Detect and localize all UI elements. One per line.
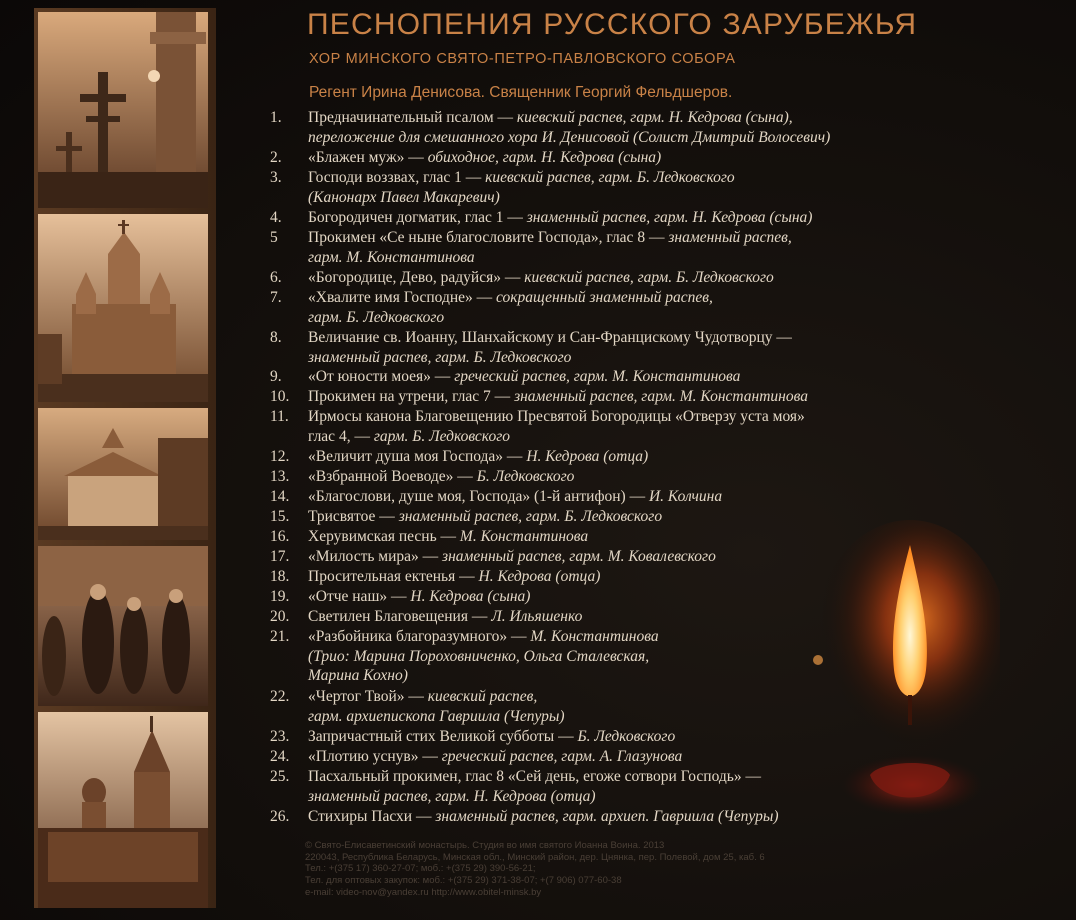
photo-church-domes: [38, 712, 208, 908]
track-line: [308, 367, 968, 387]
track-number: 15.: [270, 508, 290, 525]
track-arrangement: греческий распев, гарм. М. Константинова: [454, 368, 741, 385]
track-arrangement: киевский распев, гарм. Б. Ледковского: [485, 169, 735, 186]
track-title: глас 4, —: [308, 427, 374, 445]
track-item: [268, 288, 968, 327]
track-number: 9.: [270, 368, 282, 385]
track-title: Стихиры Пасхи —: [308, 808, 436, 825]
track-line: [308, 208, 968, 228]
track-arrangement: Марина Кохно): [308, 667, 408, 685]
track-number: 20.: [270, 608, 290, 625]
track-title: Господи воззвах, глас 1 —: [308, 169, 486, 186]
track-arrangement: (Трио: Марина Пороховниченко, Ольга Сталевская,: [308, 647, 650, 665]
track-arrangement: знаменный распев, гарм. Н. Кедрова (сына): [526, 209, 813, 226]
track-line: [308, 308, 968, 328]
track-number: 5: [270, 229, 278, 246]
track-item: [268, 268, 968, 288]
track-line: [308, 248, 968, 268]
track-line: [308, 148, 968, 168]
track-number: 12.: [270, 448, 290, 465]
track-title: Прокимен «Се ныне благословите Господа», глас 8 —: [308, 229, 669, 246]
track-title: Ирмосы канона Благовещению Пресвятой Богородицы «Отверзу уста моя»: [308, 408, 805, 425]
publisher-info: [305, 840, 765, 899]
track-item: [268, 228, 968, 267]
track-title: Пасхальный прокимен, глас 8 «Сей день, егоже сотвори Господь» —: [308, 768, 761, 785]
footer-copyright: © Свято-Елисаветинский монастырь. Студия во имя святого Иоанна Воина. 2013: [305, 840, 665, 851]
track-line: [308, 427, 968, 447]
track-arrangement: греческий распев, гарм. А. Глазунова: [441, 748, 683, 765]
track-text: [308, 407, 968, 446]
photo-strip: [34, 8, 216, 908]
track-arrangement: знаменный распев, гарм. Б. Ледковского: [308, 348, 572, 366]
track-arrangement: знаменный распев, гарм. Б. Ледковского: [398, 508, 663, 525]
track-arrangement: переложение для смешанного хора И. Денисовой (Солист Дмитрий Волосевич): [308, 128, 831, 146]
track-line: [308, 228, 968, 248]
track-arrangement: Б. Ледковского: [476, 468, 575, 485]
track-text: [308, 487, 968, 507]
photo-chapel: [38, 408, 208, 540]
track-number: 18.: [270, 568, 290, 585]
track-item: [268, 467, 968, 487]
track-text: [308, 387, 968, 407]
track-number: 19.: [270, 588, 290, 605]
album-subtitle: ХОР МИНСКОГО СВЯТО-ПЕТРО-ПАВЛОВСКОГО СОБОРА: [309, 51, 736, 67]
track-arrangement: знаменный распев,: [668, 229, 792, 246]
track-title: Предначинательный псалом —: [308, 109, 517, 126]
album-title: ПЕСНОПЕНИЯ РУССКОГО ЗАРУБЕЖЬЯ: [307, 8, 918, 41]
track-line: [308, 328, 968, 348]
photo-cemetery-crosses: [38, 12, 208, 208]
track-title: «От юности моея» —: [308, 368, 455, 385]
track-title: «Хвалите имя Господне» —: [308, 289, 497, 306]
track-title: Богородичен догматик, глас 1 —: [308, 209, 527, 226]
track-arrangement: киевский распев,: [427, 688, 538, 705]
track-text: [308, 228, 968, 267]
track-line: [308, 407, 968, 427]
track-title: Светилен Благовещения —: [308, 608, 492, 625]
track-arrangement: гарм. архиепископа Гавриила (Чепуры): [308, 707, 565, 725]
track-title: Просительная ектенья —: [308, 568, 479, 585]
track-number: 4.: [270, 209, 282, 226]
track-item: [268, 387, 968, 407]
track-title: Трисвятое —: [308, 508, 399, 525]
track-number: 13.: [270, 468, 290, 485]
track-arrangement: киевский распев, гарм. Н. Кедрова (сына),: [516, 109, 793, 126]
track-item: [268, 108, 968, 147]
track-line: [308, 487, 968, 507]
track-title: «Взбранной Воеводе» —: [308, 468, 477, 485]
track-arrangement: обиходное, гарм. Н. Кедрова (сына): [427, 149, 662, 166]
track-text: [308, 168, 968, 207]
track-title: «Милость мира» —: [308, 548, 443, 565]
track-number: 17.: [270, 548, 290, 565]
track-title: «Благослови, душе моя, Господа» (1-й антифон) —: [308, 488, 649, 505]
track-arrangement: М. Константинова: [530, 628, 659, 645]
track-title: «Плотию уснув» —: [308, 748, 442, 765]
footer-wholesale-phone: Тел. для оптовых закупок: моб.: +(375 29) 371-38-07; +(7 906) 077-60-38: [305, 875, 622, 887]
track-title: Запричастный стих Великой субботы —: [308, 728, 578, 745]
track-item: [268, 447, 968, 467]
photo-cathedral: [38, 214, 208, 402]
track-title: «Богородице, Дево, радуйся» —: [308, 269, 525, 286]
track-title: «Отче наш» —: [308, 588, 411, 605]
track-line: [308, 168, 968, 188]
track-line: [308, 348, 968, 368]
track-text: [308, 467, 968, 487]
footer-contacts: e-mail: video-nov@yandex.ru http://www.obitel-minsk.by: [305, 886, 542, 898]
track-arrangement: гарм. Б. Ледковского: [308, 308, 445, 326]
track-item: [268, 407, 968, 446]
track-arrangement: (Канонарх Павел Макаревич): [308, 188, 500, 206]
track-number: 11.: [270, 408, 289, 425]
track-number: 7.: [270, 289, 282, 306]
track-number: 26.: [270, 808, 290, 825]
track-text: [308, 328, 968, 367]
track-arrangement: Н. Кедрова (отца): [478, 568, 601, 585]
track-number: 22.: [270, 688, 290, 705]
track-number: 21.: [270, 628, 290, 645]
track-title: Херувимская песнь —: [308, 528, 460, 545]
track-title: «Чертог Твой» —: [308, 688, 428, 705]
track-arrangement: И. Колчина: [648, 488, 723, 505]
track-title: Величание св. Иоанну, Шанхайскому и Сан-Францискому Чудотворцу —: [308, 329, 792, 346]
track-line: [308, 467, 968, 487]
track-line: [308, 447, 968, 467]
track-text: [308, 288, 968, 327]
track-number: 1.: [270, 109, 282, 126]
track-number: 2.: [270, 149, 282, 166]
track-line: [308, 128, 968, 148]
track-number: 10.: [270, 388, 290, 405]
footer-address: 220043, Республика Беларусь, Минская обл., Минский район, дер. Цнянка, пер. Полевой, дом 25, каб. 6: [305, 851, 765, 863]
footer-phone: Тел.: +(375 17) 360-27-07; моб.: +(375 29) 390-56-21;: [305, 863, 536, 875]
track-item: [268, 328, 968, 367]
track-number: 14.: [270, 488, 290, 505]
track-line: [308, 387, 968, 407]
track-text: [308, 367, 968, 387]
track-item: [268, 367, 968, 387]
track-line: [308, 268, 968, 288]
track-arrangement: гарм. Б. Ледковского: [373, 427, 510, 445]
track-line: [308, 288, 968, 308]
candle-image: [800, 520, 1000, 850]
track-arrangement: Н. Кедрова (отца): [526, 448, 649, 465]
track-text: [308, 268, 968, 288]
track-arrangement: Б. Ледковского: [577, 728, 676, 745]
photo-monks: [38, 546, 208, 706]
track-arrangement: Л. Ильяшенко: [491, 608, 583, 625]
track-arrangement: знаменный распев, гарм. архиеп. Гавриила (Чепуры): [435, 808, 779, 825]
track-title: «Блажен муж» —: [308, 149, 428, 166]
track-arrangement: киевский распев, гарм. Б. Ледковского: [524, 269, 774, 286]
track-text: [308, 148, 968, 168]
track-line: [308, 108, 968, 128]
credits-line: Регент Ирина Денисова. Священник Георгий Фельдшеров.: [309, 84, 733, 101]
track-number: 3.: [270, 169, 282, 186]
track-arrangement: сокращенный знаменный распев,: [496, 289, 713, 306]
track-text: [308, 447, 968, 467]
track-item: [268, 208, 968, 228]
track-number: 24.: [270, 748, 290, 765]
track-title: «Разбойника благоразумного» —: [308, 628, 531, 645]
track-text: [308, 208, 968, 228]
track-item: [268, 168, 968, 207]
track-line: [308, 188, 968, 208]
track-item: [268, 148, 968, 168]
track-number: 8.: [270, 329, 282, 346]
track-title: «Величит душа моя Господа» —: [308, 448, 527, 465]
track-number: 23.: [270, 728, 290, 745]
track-title: Прокимен на утрени, глас 7 —: [308, 388, 515, 405]
track-arrangement: знаменный распев, гарм. М. Ковалевского: [442, 548, 716, 565]
track-arrangement: Н. Кедрова (сына): [410, 588, 531, 605]
track-number: 25.: [270, 768, 290, 785]
track-text: [308, 108, 968, 147]
track-number: 6.: [270, 269, 282, 286]
track-arrangement: гарм. М. Константинова: [308, 248, 475, 266]
track-arrangement: знаменный распев, гарм. М. Константинова: [514, 388, 808, 405]
track-arrangement: М. Константинова: [459, 528, 589, 545]
track-arrangement: знаменный распев, гарм. Н. Кедрова (отца): [308, 787, 596, 805]
track-item: [268, 487, 968, 507]
track-number: 16.: [270, 528, 290, 545]
